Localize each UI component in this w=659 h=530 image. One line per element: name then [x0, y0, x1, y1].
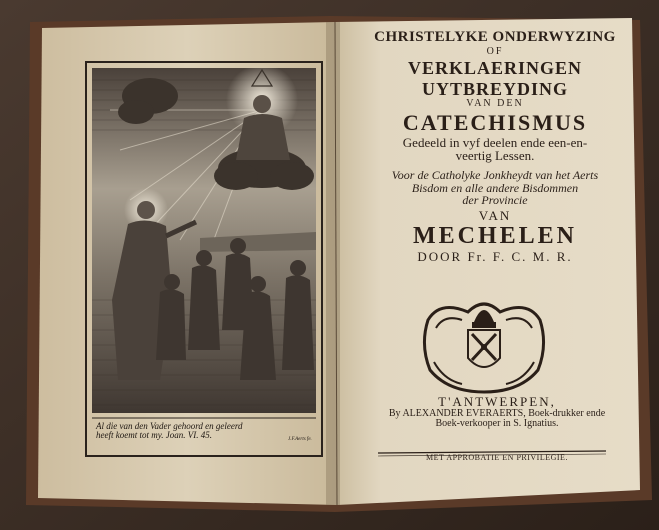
title-city: MECHELEN: [412, 223, 577, 250]
title-line: Gedeeld in vyf deelen ende een-en-: [402, 134, 588, 150]
title-line: UYTBREYDING: [421, 79, 569, 100]
title-line: Voor de Catholyke Jonkheydt van het Aerts: [391, 167, 599, 182]
title-line: veertig Lessen.: [455, 148, 535, 164]
title-line: VERKLAERINGEN: [407, 58, 583, 79]
caption-line: Al die van den Vader gehoord en geleerd: [96, 421, 243, 431]
title-author: DOOR Fr. F. C. M. R.: [417, 248, 573, 264]
artist-signature: J.F.Aerts fe.: [288, 437, 312, 442]
imprint-printer: By ALEXANDER EVERAERTS, Boek-drukker ende: [388, 407, 606, 419]
imprint-city: T'ANTWERPEN,: [438, 394, 556, 409]
title-line: VAN DEN: [466, 98, 524, 110]
imprint-approbation: MET APPROBATIE EN PRIVILEGIE.: [426, 453, 568, 462]
title-page-text: [360, 30, 630, 263]
title-line: VAN: [478, 207, 512, 223]
title-line: OF: [486, 45, 504, 57]
frontispiece-engraving: [86, 62, 322, 456]
title-line: CHRISTELYKE ONDERWYZING: [374, 29, 616, 45]
title-main: CATECHISMUS: [402, 109, 588, 135]
imprint: [362, 394, 632, 462]
caption-line: heeft koemt tot my. Joan. VI. 45.: [96, 430, 212, 441]
imprint-printer: Boek-verkooper in S. Ignatius.: [435, 418, 559, 430]
title-line: Bisdom en alle andere Bisdommen: [411, 180, 579, 195]
title-line: der Provincie: [462, 193, 528, 208]
frontispiece-caption: [96, 422, 311, 441]
